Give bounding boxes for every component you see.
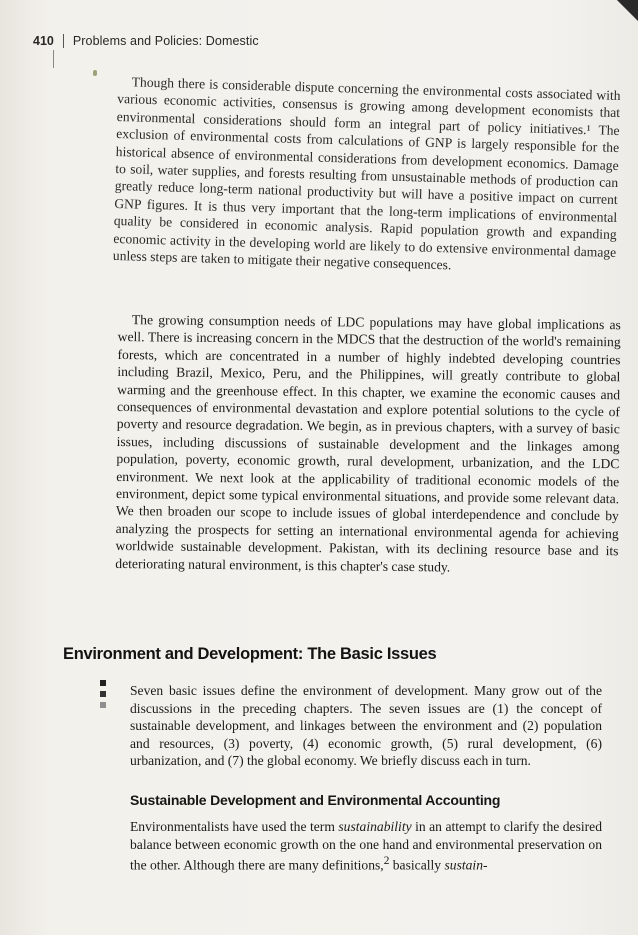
page-number: 410 [33, 34, 54, 48]
section-marker [100, 680, 106, 713]
subsection-paragraph [130, 818, 602, 874]
marker-square-icon [100, 680, 106, 686]
subsection-text-3: basically [389, 857, 445, 873]
marker-square-icon [100, 691, 106, 697]
subsection-text-1: Environmentalists have used the term [130, 819, 339, 834]
intro-paragraph-1-block [113, 73, 621, 278]
margin-mark [93, 70, 97, 76]
page-corner-shadow [616, 0, 638, 30]
running-title: Problems and Policies: Domestic [72, 34, 259, 48]
section-paragraph: Seven basic issues define the environment of development. Many grow out of the discussions in the preceding chapters. The seven issues are (1) the concept of sustainable development, and linkages between the environment and (2) population and resources, (3) poverty, (4) economic growth, (5) rural development, (6) urbanization, and (7) the global economy. We briefly discuss each in turn. [130, 683, 602, 769]
section-heading: Environment and Development: The Basic Issues [63, 645, 437, 663]
intro-paragraph-1: Though there is considerable dispute concerning the environmental costs associated with various economic activities, consensus is growing among development economists that environmental considerations should form an integral part of policy initiatives.¹ The exclusion of environmental costs from calculations of GNP is largely responsible for the historical absence of environmental considerations from development economics. Damage to soil, water supplies, and forests resulting from unsustainable methods of production can greatly reduce long-term national productivity but will have a positive impact on current GNP figures. It is thus very important that the long-term implications of environmental quality be considered in economic analysis. Rapid population growth and expanding economic activity in the developing world are likely to do extensive environmental damage unless steps are taken to mitigate their negative consequences. [112, 74, 621, 273]
intro-paragraph-2: The growing consumption needs of LDC populations may have global implications as well. There is increasing concern in the MDCS that the destruction of the world's remaining forests, which are concentrated in a number of highly indebted developing countries including Brazil, Mexico, Peru, and the Philippines, will greatly contribute to global warming and the greenhouse effect. In this chapter, we examine the economic causes and consequences of environmental devastation and explore potential solutions to the cycle of poverty and resource degradation. We begin, as in previous chapters, with a survey of basic issues, including discussions of sustainable development and the linkages among population, poverty, economic growth, rural development, urbanization, and the LDC environment. We next look at the applicability of traditional economic models of the environment, depict some typical environmental situations, and provide some relevant data. We then broaden our scope to include issues of global interdependence and conclude by analyzing the prospects for setting an international environmental agenda for achieving worldwide sustainable development. Pakistan, with its declining resource base and its deteriorating natural environment, is this chapter's case study. [115, 312, 621, 575]
trailing-italic-word: sustain- [444, 857, 488, 873]
intro-paragraph-2-block [115, 311, 621, 577]
header-divider [63, 34, 64, 48]
subsection-heading: Sustainable Development and Environmental Accounting [130, 792, 501, 808]
margin-rule [53, 50, 54, 68]
footnote-ref: 2 [383, 855, 390, 868]
term-sustainability: sustainability [338, 819, 412, 834]
running-head [33, 34, 259, 48]
marker-square-icon [100, 702, 106, 708]
subsection-text-2: in an attempt to clarify the desired balance between economic growth on the one hand and environmental preservation on the other. Although there are many definitions, [130, 819, 603, 873]
